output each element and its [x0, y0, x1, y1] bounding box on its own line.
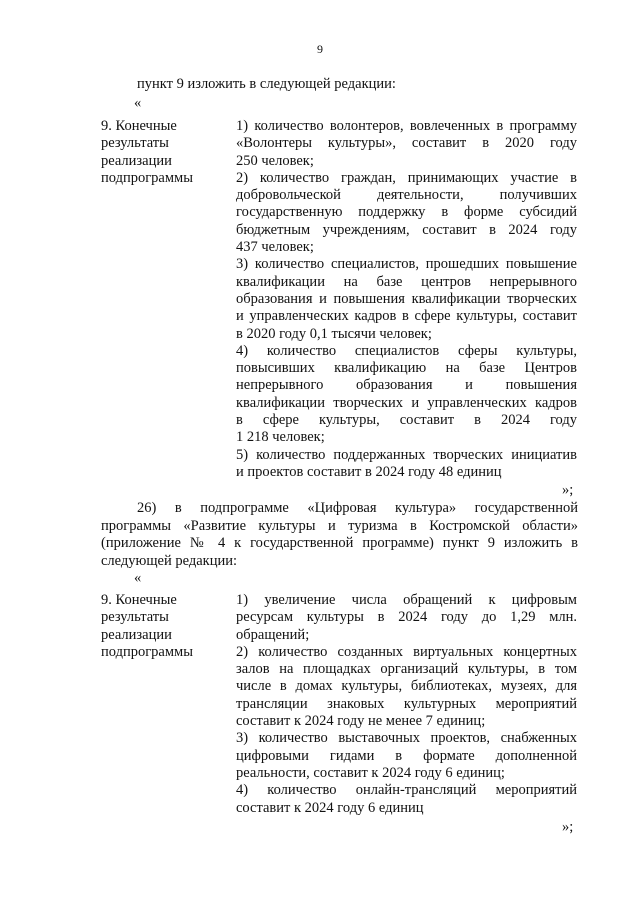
item-line: 3) количество выставочных проектов, снабженных	[236, 730, 577, 747]
item-line: 1) количество волонтеров, вовлеченных в программу	[236, 118, 577, 134]
item-line: повысивших квалификацию на базе Центров	[236, 360, 577, 377]
item-line: добровольческой деятельности, получивших	[236, 187, 577, 204]
item-line: 4) количество онлайн-трансляций мероприятий	[236, 782, 577, 799]
close-quote-1: »;	[562, 482, 574, 498]
item-line: 2) количество созданных виртуальных концертных	[236, 643, 577, 660]
open-quote-1: «	[134, 95, 142, 111]
item-line: 437 человек;	[236, 239, 314, 256]
item-line: 250 человек;	[236, 152, 314, 169]
table2-item-1	[236, 592, 577, 644]
item-line: квалификации на базе центров непрерывного	[236, 273, 577, 290]
table2-left-label	[101, 592, 226, 661]
item-line: числе в домах культуры, библиотеках, музеях, для	[236, 678, 577, 695]
label-line: подпрограммы	[101, 643, 193, 660]
label-line: подпрограммы	[101, 169, 193, 186]
item-line: цифровыми гидами в формате дополненной	[236, 747, 577, 764]
table2-item-4	[236, 782, 577, 817]
item-line: и проектов составит в 2024 году 48 единиц	[236, 463, 502, 480]
table1-item-2	[236, 170, 577, 256]
item-line: 4) количество специалистов сферы культуры,	[236, 342, 577, 359]
page-number: 9	[317, 42, 323, 56]
table1-items	[236, 118, 577, 481]
label-line: результаты	[101, 135, 169, 152]
item-line: образования и повышения квалификации творческих	[236, 290, 577, 307]
paragraph-line: 26) в подпрограмме «Цифровая культура» государственной	[137, 500, 578, 516]
item-line: государственную поддержку в форме субсидий	[236, 204, 577, 221]
paragraph-line: (приложение № 4 к государственной программе) пункт 9 изложить в	[101, 535, 578, 552]
item-line: квалификации творческих и управленческих кадров	[236, 394, 577, 411]
table1-left-label	[101, 118, 226, 187]
item-line: и управленческих кадров в сфере культуры, составит	[236, 308, 577, 325]
item-line: 5) количество поддержанных творческих инициатив	[236, 446, 577, 463]
table2-item-3	[236, 730, 577, 782]
item-line: 1 218 человек;	[236, 429, 325, 446]
label-line: 9. Конечные	[101, 118, 177, 134]
label-line: результаты	[101, 609, 169, 626]
item-line: бюджетным учреждениям, составит в 2024 году	[236, 221, 577, 238]
open-quote-2: «	[134, 570, 142, 586]
paragraph-line: программы «Развитие культуры и туризма в Костромской области»	[101, 517, 578, 534]
item-line: трансляции знаковых культурных мероприятий	[236, 695, 577, 712]
paragraph-26b	[101, 500, 578, 570]
item-line: «Волонтеры культуры», составит в 2020 году	[236, 135, 577, 152]
table2-items	[236, 592, 577, 817]
item-line: 1) увеличение числа обращений к цифровым	[236, 592, 577, 608]
item-line: в сфере культуры, составит в 2024 году	[236, 412, 577, 429]
intro-line: пункт 9 изложить в следующей редакции:	[137, 76, 396, 92]
paragraph-line: следующей редакции:	[101, 552, 238, 569]
table2-item-2	[236, 644, 577, 730]
item-line: ресурсам культуры в 2024 году до 1,29 млн.	[236, 609, 577, 626]
item-line: 3) количество специалистов, прошедших повышение	[236, 256, 577, 273]
item-line: 2) количество граждан, принимающих участие в	[236, 169, 577, 186]
table1-item-4	[236, 343, 577, 447]
item-line: составит к 2024 году 6 единиц	[236, 799, 424, 816]
table1-item-3	[236, 256, 577, 342]
item-line: реальности, составит к 2024 году 6 единиц;	[236, 764, 505, 781]
label-line: 9. Конечные	[101, 592, 177, 608]
item-line: обращений;	[236, 626, 310, 643]
label-line: реализации	[101, 152, 172, 169]
item-line: в 2020 году 0,1 тысячи человек;	[236, 325, 432, 342]
item-line: залов на площадках организаций культуры, в том	[236, 661, 577, 678]
item-line: составит к 2024 году не менее 7 единиц;	[236, 713, 486, 730]
close-quote-2: »;	[562, 819, 574, 835]
table1-item-1	[236, 118, 577, 170]
label-line: реализации	[101, 626, 172, 643]
table1-item-5	[236, 447, 577, 482]
item-line: непрерывного образования и повышения	[236, 377, 577, 394]
